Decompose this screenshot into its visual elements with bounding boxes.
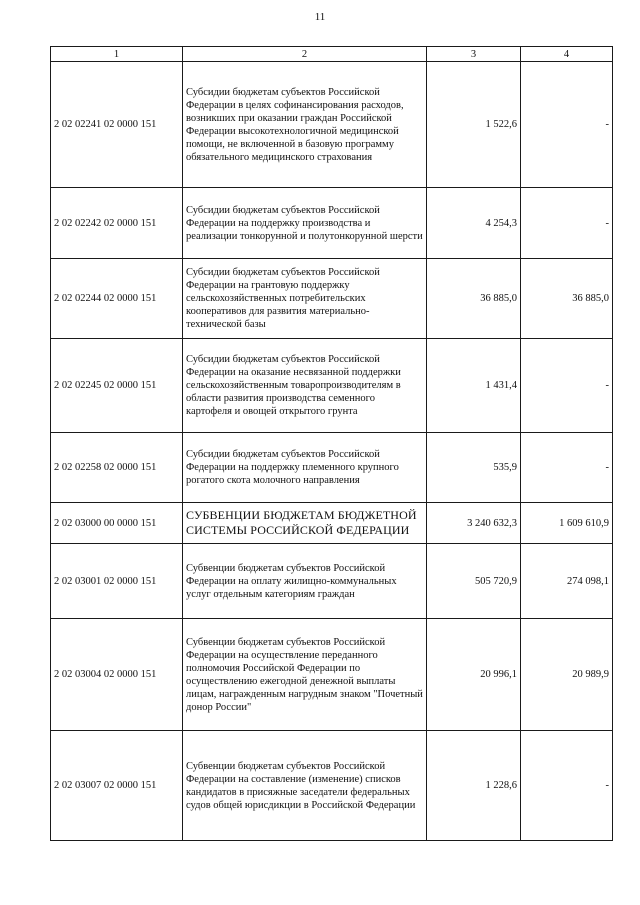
amount-col3: 1 431,4	[427, 339, 521, 433]
amount-col4: 36 885,0	[521, 259, 613, 339]
budget-code: 2 02 03007 02 0000 151	[51, 731, 183, 841]
amount-col3: 1 228,6	[427, 731, 521, 841]
amount-col3: 505 720,9	[427, 544, 521, 619]
row-description: Субвенции бюджетам субъектов Российской Федерации на составление (изменение) списков кандидатов в присяжные заседатели федеральных судов общей юрисдикции в Российской Федерации	[183, 731, 427, 841]
row-description: Субсидии бюджетам субъектов Российской Федерации на поддержку производства и реализации тонкорунной и полутонкорунной шерсти	[183, 188, 427, 259]
page-number: 11	[314, 11, 326, 23]
header-col-4: 4	[521, 47, 613, 62]
amount-col3: 3 240 632,3	[427, 503, 521, 544]
table-row	[51, 619, 613, 731]
row-description: Субвенции бюджетам субъектов Российской Федерации на осуществление переданного полномочия Российской Федерации по осуществлению ежегодной денежной выплаты лицам, награжденным нагрудным знаком "Почетный донор России"	[183, 619, 427, 731]
header-col-1: 1	[51, 47, 183, 62]
budget-code: 2 02 02242 02 0000 151	[51, 188, 183, 259]
budget-table	[50, 46, 613, 841]
amount-col4: -	[521, 62, 613, 188]
budget-code: 2 02 02241 02 0000 151	[51, 62, 183, 188]
header-col-3: 3	[427, 47, 521, 62]
table-row	[51, 259, 613, 339]
table-row	[51, 731, 613, 841]
budget-code: 2 02 02245 02 0000 151	[51, 339, 183, 433]
amount-col3: 20 996,1	[427, 619, 521, 731]
amount-col3: 4 254,3	[427, 188, 521, 259]
budget-code: 2 02 02244 02 0000 151	[51, 259, 183, 339]
table-row	[51, 188, 613, 259]
table-row	[51, 62, 613, 188]
section-heading: СУБВЕНЦИИ БЮДЖЕТАМ БЮДЖЕТНОЙ СИСТЕМЫ РОССИЙСКОЙ ФЕДЕРАЦИИ	[183, 503, 427, 544]
budget-code: 2 02 02258 02 0000 151	[51, 433, 183, 503]
budget-code: 2 02 03000 00 0000 151	[51, 503, 183, 544]
table-row	[51, 433, 613, 503]
amount-col4: 1 609 610,9	[521, 503, 613, 544]
header-col-2: 2	[183, 47, 427, 62]
amount-col4: 274 098,1	[521, 544, 613, 619]
table-row	[51, 544, 613, 619]
row-description: Субсидии бюджетам субъектов Российской Федерации на грантовую поддержку сельскохозяйственных потребительских кооперативов для развития материально-технической базы	[183, 259, 427, 339]
row-description: Субсидии бюджетам субъектов Российской Федерации на оказание несвязанной поддержки сельскохозяйственным товаропроизводителям в области развития производства семенного картофеля и овощей открытого грунта	[183, 339, 427, 433]
amount-col3: 535,9	[427, 433, 521, 503]
row-description: Субсидии бюджетам субъектов Российской Федерации на поддержку племенного крупного рогатого скота молочного направления	[183, 433, 427, 503]
amount-col4: 20 989,9	[521, 619, 613, 731]
amount-col3: 1 522,6	[427, 62, 521, 188]
budget-code: 2 02 03001 02 0000 151	[51, 544, 183, 619]
amount-col4: -	[521, 433, 613, 503]
amount-col3: 36 885,0	[427, 259, 521, 339]
budget-code: 2 02 03004 02 0000 151	[51, 619, 183, 731]
amount-col4: -	[521, 188, 613, 259]
row-description: Субсидии бюджетам субъектов Российской Федерации в целях софинансирования расходов, возникших при оказании граждан Российской Федерации высокотехнологичной медицинской помощи, не включенной в базовую программу обязательного медицинского страхования	[183, 62, 427, 188]
row-description: Субвенции бюджетам субъектов Российской Федерации на оплату жилищно-коммунальных услуг отдельным категориям граждан	[183, 544, 427, 619]
table-row	[51, 503, 613, 544]
header-row	[51, 47, 613, 62]
table-row	[51, 339, 613, 433]
amount-col4: -	[521, 339, 613, 433]
amount-col4: -	[521, 731, 613, 841]
